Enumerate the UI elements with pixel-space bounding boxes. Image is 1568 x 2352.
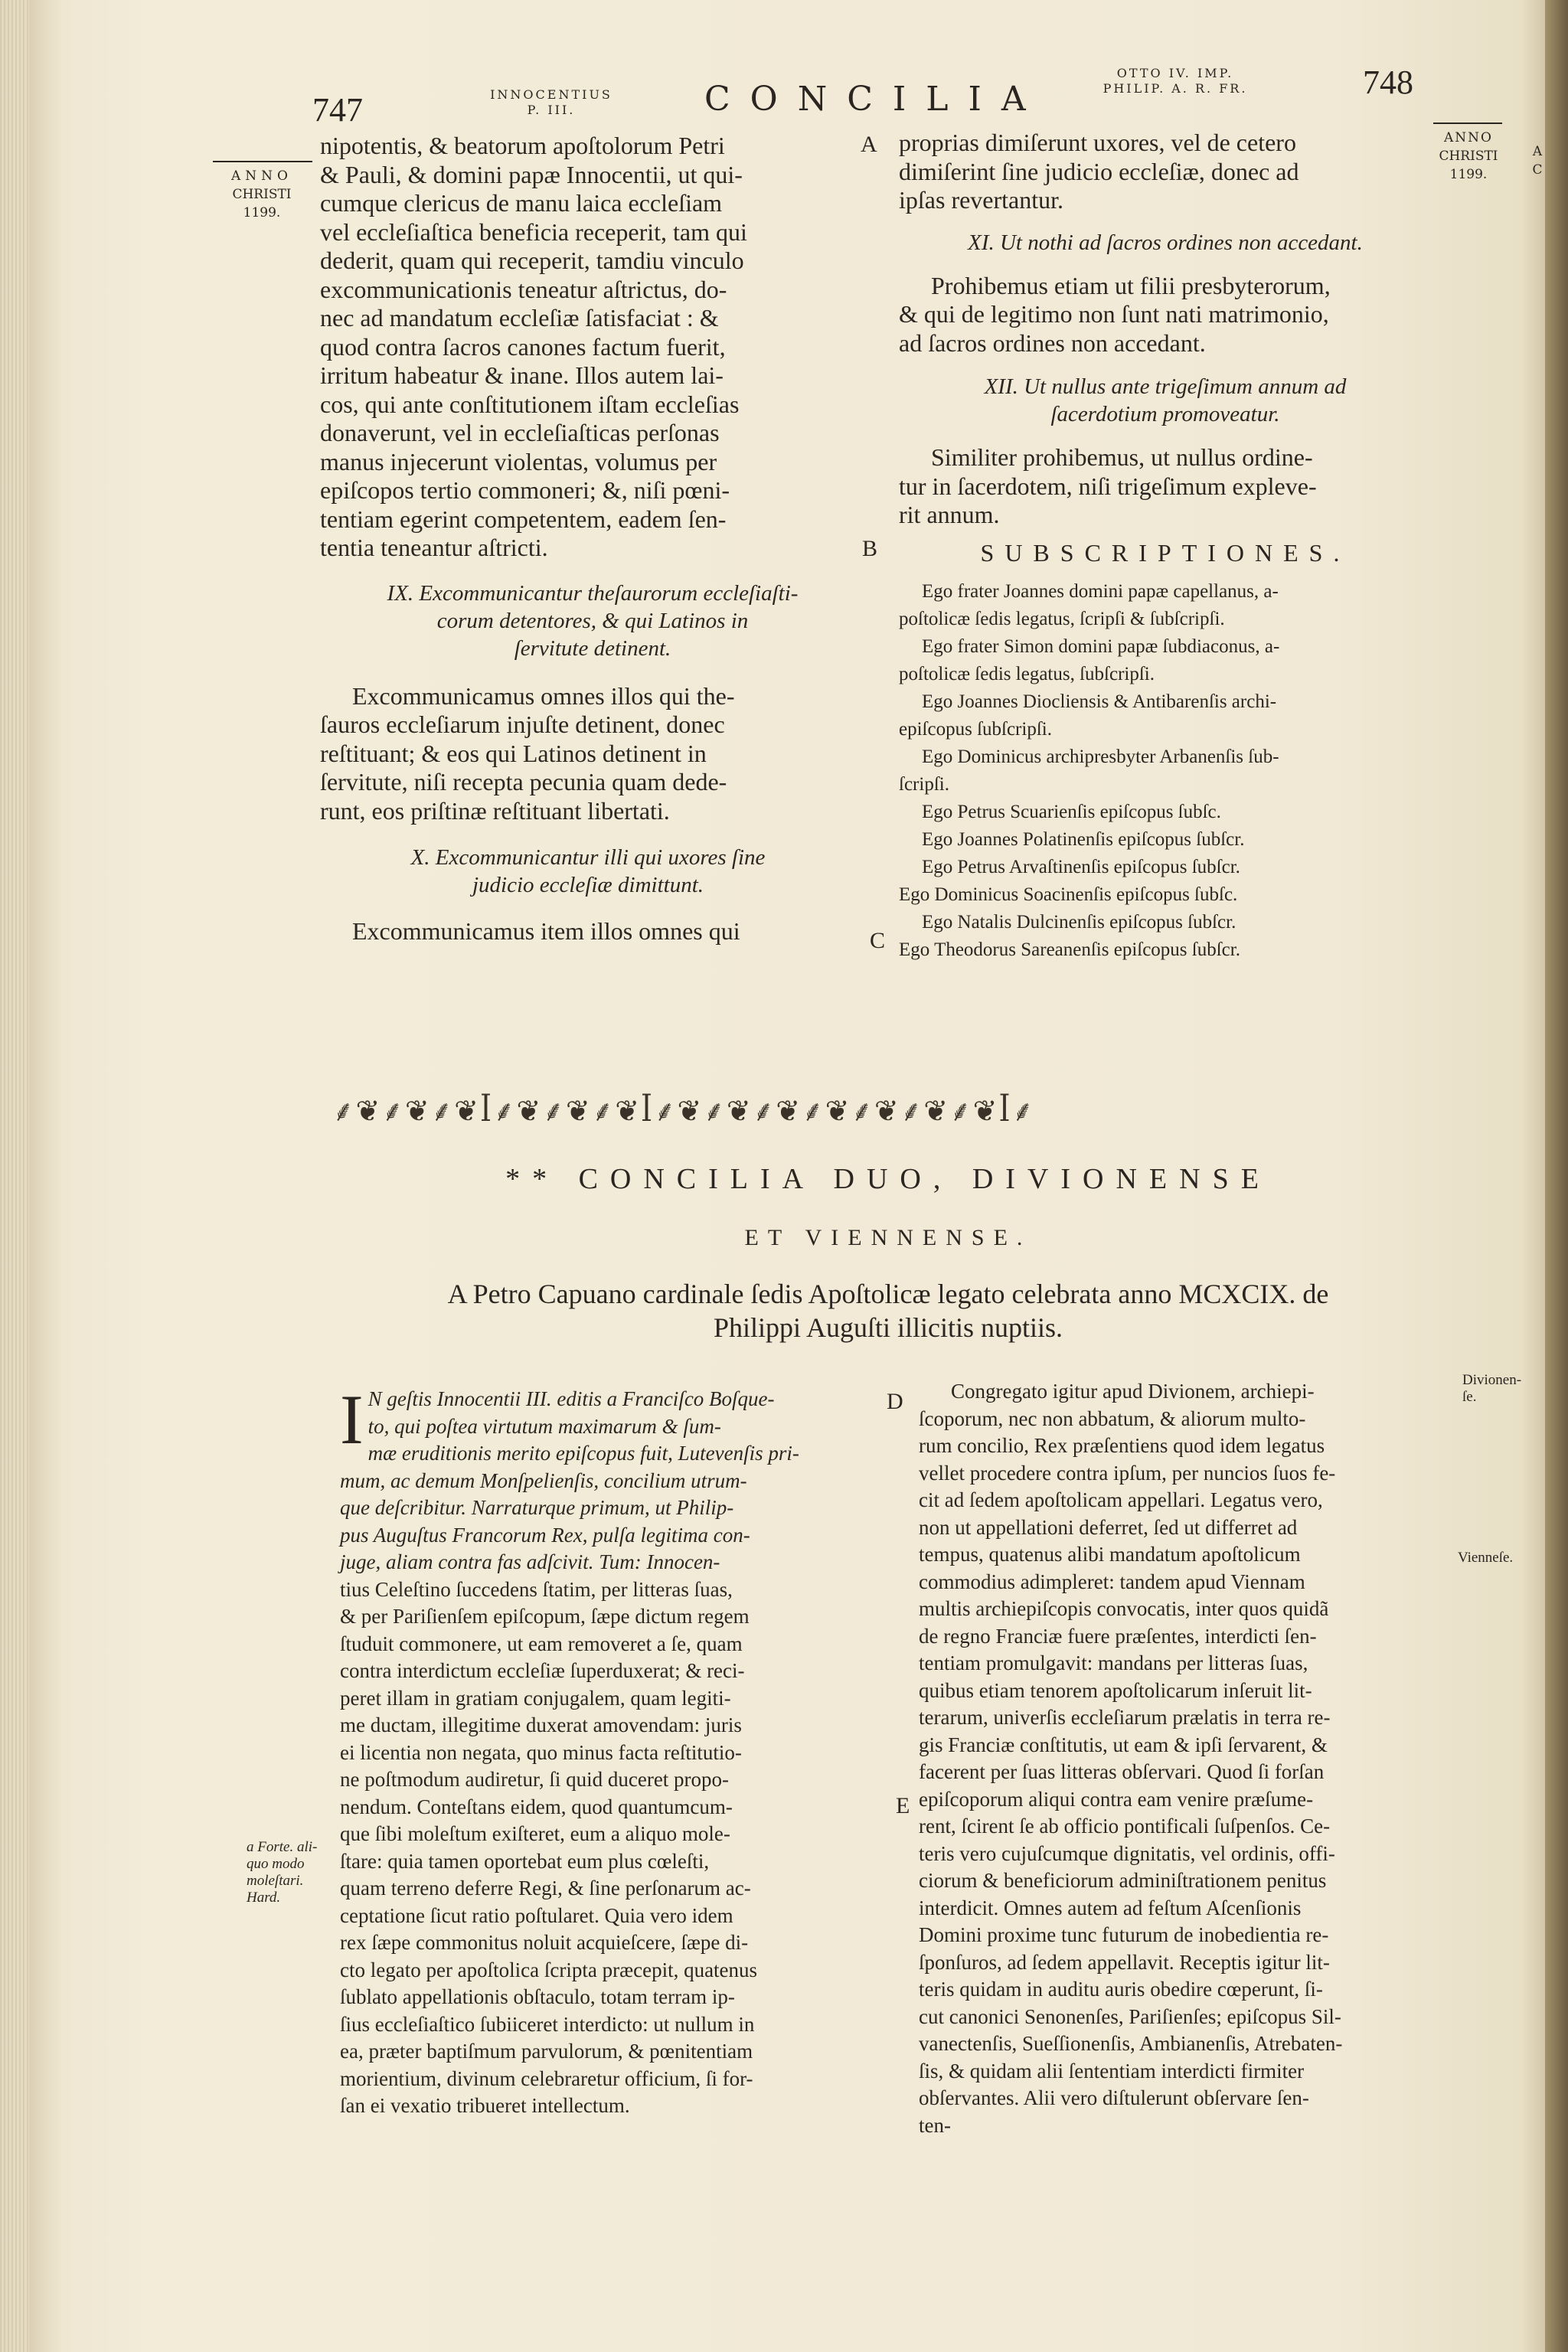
section-letter-d: D [887, 1389, 903, 1414]
margin-line: ANNO [231, 168, 292, 184]
text-line: ſis, & quidam alii ſententiam interdicti firmiter [919, 2059, 1305, 2082]
margin-rule [213, 161, 312, 162]
text-line: multis archiepiſcopis convocatis, inter quos quidã [919, 1597, 1329, 1620]
text-line: ad ſacros ordines non accedant. [899, 328, 1206, 357]
text-line: epiſcopus ſubſcripſi. [899, 719, 1052, 740]
section-letter-e: E [896, 1793, 910, 1818]
text-line: to, qui poſtea virtutum maximarum & ſum- [368, 1414, 721, 1438]
drop-cap: I [340, 1380, 364, 1459]
text-line: peret illam in gratiam conjugalem, quam legiti- [340, 1686, 731, 1710]
note-line: Divionen- [1462, 1372, 1522, 1388]
margin-line: A [1532, 144, 1543, 159]
page-title: CONCILIA [704, 80, 1046, 119]
text-line: cumque clericus de manu laica eccleſiam [320, 189, 723, 217]
paragraph [899, 129, 1432, 215]
text-line: ſtuduit commonere, ut eam removeret a ſe, quam [340, 1632, 743, 1655]
section2-title-line2: ET VIENNENSE. [744, 1225, 1032, 1250]
text-line: me ductam, illegitime duxerat amovendam: juris [340, 1713, 742, 1736]
text-line: reſtituant; & eos qui Latinos detinent in [320, 739, 707, 767]
text-line: IX. Excommunicantur theſaurorum eccleſiaſti- [387, 580, 799, 606]
text-line: Ego frater Simon domini papæ ſubdiaconus, a- [922, 636, 1280, 657]
note-line: moleſtari. [247, 1873, 304, 1889]
text-line: ſtare: quia tamen oportebat eum plus cœleſti, [340, 1849, 710, 1873]
text-line: Ego Theodorus Sareanenſis epiſcopus ſubſcr. [899, 939, 1240, 960]
text-line: runt, eos priſtinæ reſtituant libertati. [320, 796, 670, 825]
text-line: ciorum & beneficiorum adminiſtrationem penitus [919, 1869, 1327, 1892]
section2-left-column [340, 1380, 880, 2120]
text-line: epiſcoporum aliqui contra eam venire præſume- [919, 1787, 1314, 1811]
text-line: quibus etiam tenorem apoſtolicarum inſeruit lit- [919, 1678, 1312, 1702]
chapter-heading-10 [320, 844, 856, 899]
text-line: morientium, divinum celebraretur officium, ſi for- [340, 2066, 753, 2090]
text-line: quod contra ſacros canones factum fuerit, [320, 332, 726, 361]
sidenote-divionense [1462, 1372, 1524, 1406]
text-line: epiſcopos tertio commoneri; &, niſi pœni- [320, 476, 730, 504]
text-line: & Pauli, & domini papæ Innocentii, ut qui- [320, 160, 743, 188]
text-line: N geſtis Innocentii III. editis a Franciſco Boſque- [368, 1387, 775, 1410]
text-line: ſcoporum, nec non abbatum, & aliorum multo- [919, 1406, 1306, 1430]
text-line: cut canonici Senonenſes, Pariſienſes; epiſcopus Sil- [919, 2004, 1341, 2028]
text-line: juge, aliam contra fas adſcivit. Tum: Innocen- [340, 1550, 720, 1573]
paragraph [919, 1378, 1459, 2139]
section-letter-a: A [861, 132, 877, 157]
text-line: rit annum. [899, 501, 1000, 528]
running-head-line: P. III. [527, 103, 576, 117]
text-line: manus injecerunt violentas, volumus per [320, 447, 717, 475]
text-line: ei licentia non negata, quo minus facta reſtitutio- [340, 1740, 742, 1764]
text-line: ſan ei vexatio tribueret intellectum. [340, 2094, 630, 2117]
note-line: quo modo [247, 1856, 305, 1872]
text-line: excommunicationis teneatur aſtrictus, do- [320, 275, 727, 303]
margin-line: CHRISTI [232, 187, 292, 202]
footnote-margin [247, 1839, 338, 1906]
text-line: tentia teneantur aſtricti. [320, 534, 548, 561]
text-line: XII. Ut nullus ante trigeſimum annum ad [984, 374, 1347, 399]
chapter-heading-12 [899, 373, 1432, 428]
margin-line: CHRISTI [1439, 149, 1498, 164]
text-line: rex ſæpe commonitus noluit acquieſcere, ſæpe di- [340, 1931, 749, 1954]
text-line: rent, ſcirent ſe ab officio pontificali ſuſpenſos. Ce- [919, 1815, 1331, 1838]
text-line: Congregato igitur apud Divionem, archiepi- [951, 1380, 1315, 1403]
text-line: nec ad mandatum eccleſiæ ſatisfaciat : & [320, 304, 719, 332]
text-line: Ego frater Joannes domini papæ capellanus, a- [922, 581, 1279, 602]
text-line: poſtolicæ ſedis legatus, ſcripſi & ſubſcripſi. [899, 609, 1225, 629]
paragraph [899, 272, 1432, 358]
left-page-number: 747 [312, 91, 363, 129]
text-line: mum, ac demum Monſpelienſis, concilium utrum- [340, 1468, 747, 1492]
text-line: ipſas revertantur. [899, 186, 1064, 214]
text-line: ea, præter baptiſmum parvulorum, & pœnitentiam [340, 2040, 753, 2063]
text-line: ſervitute detinent. [514, 635, 671, 661]
next-page-fragment [1528, 142, 1547, 179]
chapter-heading-9 [320, 580, 856, 662]
text-line: Ego Petrus Scuarienſis epiſcopus ſubſc. [922, 802, 1221, 822]
text-line: que ſibi moleſtum exiſteret, eum a aliquo mole- [340, 1822, 730, 1845]
section2-right-column [919, 1378, 1459, 2139]
text-line: Prohibemus etiam ut filii presbyterorum, [931, 271, 1331, 299]
text-line: poſtolicæ ſedis legatus, ſubſcripſi. [899, 664, 1155, 684]
section2-title: ** CONCILIA DUO, DIVIONENSE [505, 1163, 1271, 1195]
note-line: ſe. [1462, 1389, 1477, 1405]
margin-rule [1433, 122, 1502, 124]
text-line: & qui de legitimo non ſunt nati matrimonio, [899, 300, 1329, 328]
text-line: quam terreno deferre Regi, & ſine perſonarum ac- [340, 1877, 751, 1900]
text-line: pus Auguſtus Francorum Rex, pulſa legitima con- [340, 1523, 750, 1547]
text-line: facerent per ſuas litteras obſervari. Quod ſi forſan [919, 1760, 1325, 1783]
text-line: dimiſerint ſine judicio eccleſiæ, donec ad [899, 157, 1299, 185]
text-line: X. Excommunicantur illi qui uxores ſine [410, 845, 766, 870]
text-line: Similiter prohibemus, ut nullus ordine- [931, 443, 1313, 471]
chapter-heading-11: XI. Ut nothi ad ſacros ordines non accedant. [968, 230, 1363, 255]
section-letter-c: C [870, 928, 886, 953]
text-line: judicio eccleſiæ dimittunt. [472, 873, 704, 897]
text-line: cos, qui ante conſtitutionem iſtam eccleſias [320, 390, 740, 418]
text-line: mæ eruditionis merito epiſcopus fuit, Lutevenſis pri- [368, 1442, 799, 1465]
text-line: Ego Joannes Polatinenſis epiſcopus ſubſcr. [922, 829, 1245, 850]
text-line: ſius eccleſiaſtico ſubiiceret interdicto: ut nullum in [340, 2012, 755, 2036]
text-line: terarum, univerſis eccleſiarum prælatis in terra re- [919, 1706, 1331, 1729]
text-line: ne poſtmodum audiretur, ſi quid duceret propo- [340, 1768, 730, 1791]
text-line: Excommunicamus item illos omnes qui [352, 917, 740, 945]
text-line: ſauros eccleſiarum injuſte detinent, donec [320, 710, 725, 738]
text-line: ſacerdotium promoveatur. [1050, 402, 1280, 426]
text-line: dederit, quam qui receperit, tamdiu vinculo [320, 247, 744, 274]
left-running-head [475, 87, 628, 118]
page-edge [0, 0, 29, 2352]
text-line: Excommunicamus omnes illos qui the- [352, 681, 735, 710]
margin-line: ANNO [1444, 130, 1493, 145]
anno-christi-right [1429, 129, 1508, 184]
paragraph [899, 443, 1432, 530]
ornament-band: ⸙❦⸙❦⸙❦ꟾ⸙❦⸙❦⸙❦ꟾ⸙❦⸙❦⸙❦⸙❦⸙❦⸙❦⸙❦ꟾ⸙ [332, 1094, 1035, 1128]
paragraph [320, 682, 856, 826]
text-line: non ut appellationi deferret, ſed ut differret ad [919, 1515, 1298, 1539]
text-line: Ego Natalis Dulcinenſis epiſcopus ſubſcr. [922, 912, 1236, 933]
text-line: nipotentis, & beatorum apoſtolorum Petri [320, 132, 725, 159]
text-line: cit ad ſedem apoſtolicam appellari. Legatus vero, [919, 1488, 1323, 1511]
right-page-number: 748 [1363, 64, 1413, 101]
text-line: tur in ſacerdotem, niſi trigeſimum expleve- [899, 472, 1317, 500]
text-line: ſublato appellationis obſtaculo, totam terram ip- [340, 1985, 735, 2008]
margin-line: C [1532, 162, 1543, 178]
text-line: & per Pariſienſem epiſcopum, ſæpe dictum regem [340, 1605, 750, 1628]
text-line: cto legato per apoſtolica ſcripta præcepit, quatenus [340, 1958, 758, 1981]
book-spine [1545, 0, 1568, 2352]
text-line: vel eccleſiaſtica beneficia receperit, tam qui [320, 217, 747, 246]
subscriptions-list [899, 578, 1432, 964]
text-line: tempus, quatenus alibi mandatum apoſtolicum [919, 1543, 1301, 1566]
running-head-line: PHILIP. A. R. FR. [1102, 81, 1248, 96]
paragraph [340, 1380, 880, 2120]
text-line: vanectenſis, Sueſſionenſis, Ambianenſis, Atrebaten- [919, 2032, 1343, 2055]
margin-line: 1199. [1449, 167, 1488, 182]
paragraph [320, 132, 856, 563]
text-line: tentiam egerint competentem, eadem ſen- [320, 505, 727, 533]
right-column [899, 129, 1432, 964]
text-line: commodius adimpleret: tandem apud Viennam [919, 1570, 1305, 1593]
text-line: Ego Dominicus Soacinenſis epiſcopus ſubſc. [899, 884, 1238, 905]
text-line: teris vero cujuſcumque dignitatis, vel ordinis, offi- [919, 1841, 1335, 1865]
text-line: ſcripſi. [899, 774, 949, 795]
text-line: de regno Franciæ fuere præſentes, interdicti ſen- [919, 1624, 1317, 1648]
text-line: contra interdictum eccleſiæ ſuperduxerat; & reci- [340, 1659, 745, 1682]
running-head-line: OTTO IV. IMP. [1116, 66, 1234, 80]
margin-line: 1199. [243, 205, 281, 220]
text-line: gis Franciæ conſtitutis, ut eam & ipſi ſervarent, & [919, 1733, 1328, 1756]
text-line: tius Celeſtino ſuccedens ſtatim, per litteras ſuas, [340, 1577, 733, 1601]
text-line: teris quidam in auditu auris obedire cœperunt, ſi- [919, 1978, 1323, 2001]
section2-subtitle [329, 1277, 1447, 1344]
text-line: ſponſuros, ad ſedem appellavit. Receptis igitur lit- [919, 1950, 1330, 1974]
text-line: Ego Petrus Arvaſtinenſis epiſcopus ſubſcr. [922, 857, 1240, 877]
sidenote-viennense: Vienneſe. [1458, 1550, 1514, 1566]
left-column [320, 132, 856, 946]
section-letter-b: B [862, 536, 878, 561]
subtitle-line: A Petro Capuano cardinale ſedis Apoſtolicæ legato celebrata anno MCXCIX. de [447, 1279, 1329, 1309]
running-head-line: INNOCENTIUS [490, 87, 612, 102]
right-running-head [1087, 66, 1263, 96]
note-line: a Forte. ali- [247, 1839, 318, 1855]
text-line: ceptatione ſicut ratio poſtularet. Quia vero idem [340, 1903, 733, 1927]
subscriptions-title: SUBSCRIPTIONES. [980, 538, 1351, 567]
text-line: tentiam promulgavit: mandans per litteras ſuas, [919, 1651, 1308, 1674]
subtitle-line: Philippi Auguſti illicitis nuptiis. [713, 1312, 1063, 1343]
text-line: Domini proxime tunc futurum de inobedientia re- [919, 1923, 1329, 1946]
text-line: interdicit. Omnes autem ad feſtum Aſcenſionis [919, 1896, 1302, 1919]
text-line: vellet procedere contra ipſum, per nuncios ſuos fe- [919, 1461, 1336, 1485]
text-line: ſervitute, niſi recepta pecunia quam dede- [320, 768, 727, 795]
text-line: rum concilio, Rex præſentiens quod idem legatus [919, 1434, 1325, 1457]
paragraph [320, 917, 856, 946]
text-line: ten- [919, 2113, 951, 2137]
text-line: corum detentores, & qui Latinos in [436, 608, 749, 633]
text-line: donaverunt, vel in eccleſiaſticas perſonas [320, 419, 720, 446]
text-line: proprias dimiſerunt uxores, vel de cetero [899, 129, 1296, 156]
text-line: obſervantes. Alii vero diſtulerunt obſervare ſen- [919, 2086, 1309, 2109]
text-line: irritum habeatur & inane. Illos autem lai- [320, 361, 724, 389]
text-line: Ego Joannes Diocliensis & Antibarenſis archi- [922, 691, 1277, 712]
text-line: Ego Dominicus archipresbyter Arbanenſis ſub- [922, 746, 1279, 767]
text-line: que deſcribitur. Narraturque primum, ut Philip- [340, 1496, 734, 1519]
text-line: nendum. Conteſtans eidem, quod quantumcum- [340, 1795, 733, 1818]
anno-christi-left [208, 167, 315, 222]
note-line: Hard. [247, 1890, 281, 1906]
